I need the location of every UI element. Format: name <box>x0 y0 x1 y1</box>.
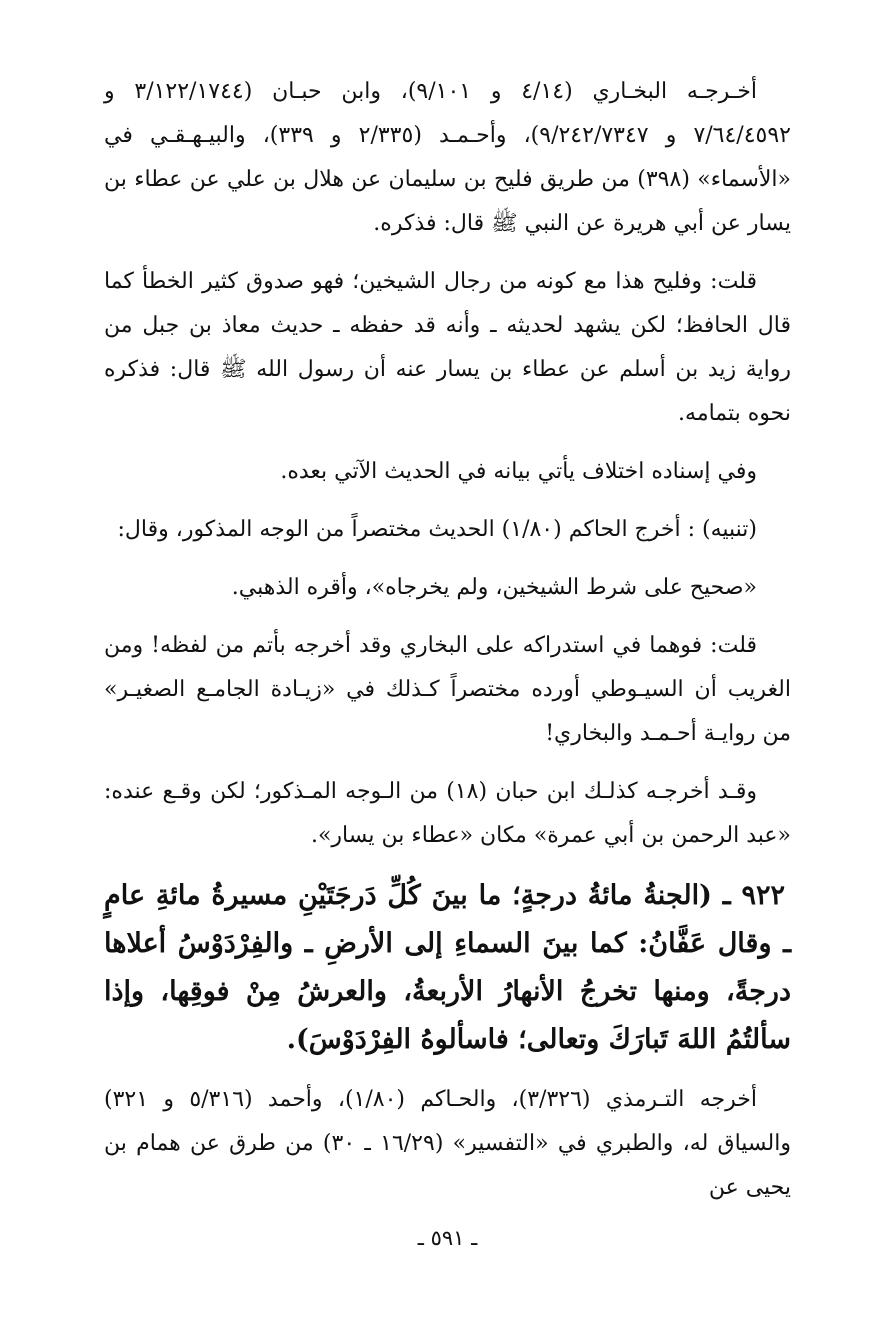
paragraph-comment-fulayh: قلت: وفليح هذا مع كونه من رجال الشيخين؛ فهو صدوق كثير الخطأ كما قال الحافظ؛ لكن يشهد لحديثه ـ وأنه قد حفظه ـ حديث معاذ بن جبل من رواية زيد بن أسلم عن عطاء بن يسار عنه أن رسول الله ﷺ قال: فذكره نحوه بتمامه. <box>104 269 791 426</box>
hadith-text: ٩٢٢ ـ (الجنةُ مائةُ درجةٍ؛ ما بينَ كُلِّ دَرجَتَيْنِ مسيرةُ مائةِ عامٍ ـ وقال عَفَّانُ: كما بينَ السماءِ إلى الأرضِ ـ والفِرْدَوْسُ أعلاها درجةً، ومنها تخرجُ الأنهارُ الأربعةُ، والعرشُ مِنْ فوقِها، وإذا سألتُمُ اللهَ تَبارَكَ وتعالى؛ فاسألوهُ الفِرْدَوْسَ). <box>104 880 791 1055</box>
paragraph-tanbih: (تنبيه) : أخرج الحاكم (١/٨٠) الحديث مختصراً من الوجه المذكور، وقال: <box>117 517 757 542</box>
paragraph-comment-hakim: قلت: فوهما في استدراكه على البخاري وقد أخرجه بأتم من لفظه! ومن الغريب أن السيـوطي أورده مختصراً كـذلك في «زيـادة الجامـع الصغيـر» من روايـة أحـمـد والبخاري! <box>104 633 791 746</box>
page-body <box>104 70 791 1224</box>
paragraph-isnad-note: وفي إسناده اختلاف يأتي بيانه في الحديث الآتي بعده. <box>280 459 757 484</box>
paragraph-closing-takhrij: أخرجه التـرمذي (٣/٣٢٦)، والحـاكم (١/٨٠)، وأحمد (٥/٣١٦ و ٣٢١) والسياق له، والطبري في «التفسير» (١٦/٢٩ ـ ٣٠) من طرق عن همام بن يحيى عن <box>104 1087 792 1200</box>
paragraph-ibn-hibban: وقـد أخرجـه كذلـك ابن حبان (١٨) من الـوجه المـذكور؛ لكن وقـع عنده: «عبد الرحمن بن أبي عمرة» مكان «عطاء بن يسار». <box>104 779 791 848</box>
paragraph-hakim-quote: «صحيح على شرط الشيخين، ولم يخرجاه»، وأقره الذهبي. <box>231 575 757 600</box>
paragraph-takhrij: أخـرجـه البخـاري (٤/١٤ و ٩/١٠١)، وابن حبـان (٣/١٢٢/١٧٤٤ و ٧/٦٤/٤٥٩٢ و ٩/٢٤٢/٧٣٤٧)، وأحـمـد (٢/٣٣٥ و ٣٣٩)، والبيـهـقـي في «الأسماء» (٣٩٨) من طريق فليح بن سليمان عن هلال بن علي عن عطاء بن يسار عن أبي هريرة عن النبي ﷺ قال: فذكره. <box>104 79 792 236</box>
page-number: ـ ٥٩١ ـ <box>417 1226 478 1250</box>
